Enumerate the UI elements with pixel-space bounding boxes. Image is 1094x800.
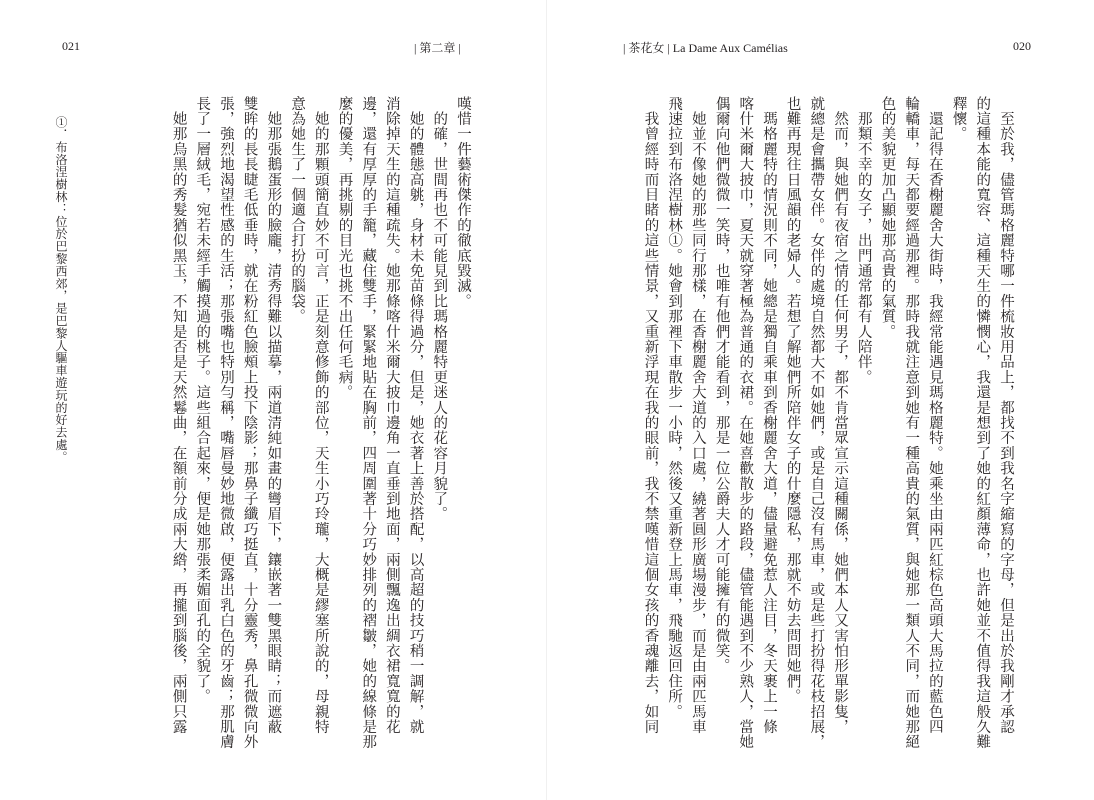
text-line: 然而，與她們有夜宿之情的任何男子，都不肯當眾宣示這種關係，她們本人又害怕形單影隻， xyxy=(832,96,849,735)
text-line: 她那張鵝蛋形的臉龐，清秀得難以描摹，兩道清純如畫的彎眉下，鑲嵌著一雙黑眼睛；而遮蔽 xyxy=(265,96,282,735)
text-line: 也難再現往日風韻的老婦人。若想了解她們所陪伴女子的什麼隱私，那就不妨去問問她們。 xyxy=(784,96,801,704)
text-line: 色的美貌更加凸顯她那高貴的氣質。 xyxy=(879,96,896,340)
text-line: 張，強烈地渴望性感的生活；那張嘴也特別勻稱，嘴唇曼妙地微啟，便露出乳白色的牙齒；那肌膚 xyxy=(217,96,234,750)
text-line: 瑪格麗特的情況則不同，她總是獨自乘車到香榭麗舍大道，儘量避免惹人注目，冬天裹上一條 xyxy=(760,96,777,735)
text-line: 麼的優美，再挑剔的目光也挑不出任何毛病。 xyxy=(336,96,353,400)
text-line: 雙眸的長長睫毛低垂時，就在粉紅色臉頰上投下陰影；那鼻子纖巧挺直，十分靈秀，鼻孔微微向外 xyxy=(241,96,258,750)
text-line: 我曾經時而目睹的這些情景，又重新浮現在我的眼前，我不禁嘆惜這個女孩的香魂離去，如同 xyxy=(642,96,659,735)
text-line: 嘆惜一件藝術傑作的徹底毀滅。 xyxy=(455,96,471,309)
text-line: 意為她生了一個適合打扮的腦袋。 xyxy=(289,96,306,324)
page-number: 021 xyxy=(62,39,80,53)
text-line: 輪轎車，每天都要經過那裡。那時我就注意到她有一種高貴的氣質，與她那一類人不同，而她那絕 xyxy=(903,96,920,750)
text-line: 的這種本能的寬容、這種天生的憐憫心，我還是想到了她的紅顏薄命，也許她並不值得我這般久難 xyxy=(974,96,991,750)
text-line: 那類不幸的女子，出門通常都有人陪伴。 xyxy=(855,96,872,385)
text-line: 消除掉天生的這種疏失。她那條喀什米爾大披巾邊角一直垂到地面，兩側飄逸出綢衣裙寬寬的花 xyxy=(383,96,400,735)
text-line: 的確，世間再也不可能見到比瑪格麗特更迷人的花容月貌了。 xyxy=(431,96,448,522)
right-page xyxy=(547,0,1094,800)
text-line: 飛速拉到布洛涅樹林①。她會到那裡下車散步一小時，然後又重新登上馬車，飛馳返回住所。 xyxy=(666,96,683,720)
footnote: ①．布洛涅樹林：位於巴黎西郊，是巴黎人驅車遊玩的好去處。 xyxy=(54,116,68,464)
body-text xyxy=(134,96,474,768)
text-line: 至於我，儘管瑪格麗特哪一件梳妝用品上，都找不到我名字縮寫的字母，但是出於我剛才承認 xyxy=(998,96,1014,735)
text-line: 她那烏黑的秀髮猶似黑玉，不知是否是天然鬈曲，在額前分成兩大綹，再攏到腦後，兩側只露 xyxy=(170,96,187,735)
text-line: 還記得在香榭麗舍大街時，我經常能遇見瑪格麗特。她乘坐由兩匹紅棕色高頭大馬拉的藍色四 xyxy=(926,96,943,735)
running-title: | 茶花女 | La Dame Aux Camélias xyxy=(623,41,788,55)
body-text xyxy=(617,96,1017,768)
text-line: 偶爾向他們微微一笑時，也唯有他們才能看到，那是一位公爵夫人才可能擁有的微笑。 xyxy=(713,96,730,674)
text-line: 她的那顆頭簡直妙不可言，正是刻意修飾的部位，天生小巧玲瓏，大概是繆塞所說的，母親特 xyxy=(312,96,329,735)
text-line: 喀什米爾大披巾，夏天就穿著極為普通的衣裙。在她喜歡散步的路段，儘管能遇到不少熟人，當她 xyxy=(737,96,754,750)
text-line: 釋懷。 xyxy=(950,96,967,142)
text-line: 她的體態高䠷，身材未免苗條得過分，但是，她衣著上善於搭配，以高超的技巧稍一調解，就 xyxy=(407,96,424,735)
text-line: 就總是會攜帶女伴。女伴的處境自然都大不如她們，或是自己沒有馬車，或是些打扮得花枝招展， xyxy=(808,96,825,750)
text-line: 邊，還有厚厚的手籠，藏住雙手，緊緊地貼在胸前，四周圍著十分巧妙排列的褶皺，她的線條是那 xyxy=(360,96,377,750)
text-line: 長了一層絨毛，宛若未經手觸摸過的桃子。這些組合起來，便是她那張柔媚面孔的全貌了。 xyxy=(194,96,211,704)
running-title: | 第二章 | xyxy=(414,41,461,55)
text-line: 她並不像她的那些同行那樣，在香榭麗舍大道的入口處，繞著圓形廣場漫步，而是由兩匹馬車 xyxy=(689,96,706,735)
page-number: 020 xyxy=(1013,39,1031,53)
